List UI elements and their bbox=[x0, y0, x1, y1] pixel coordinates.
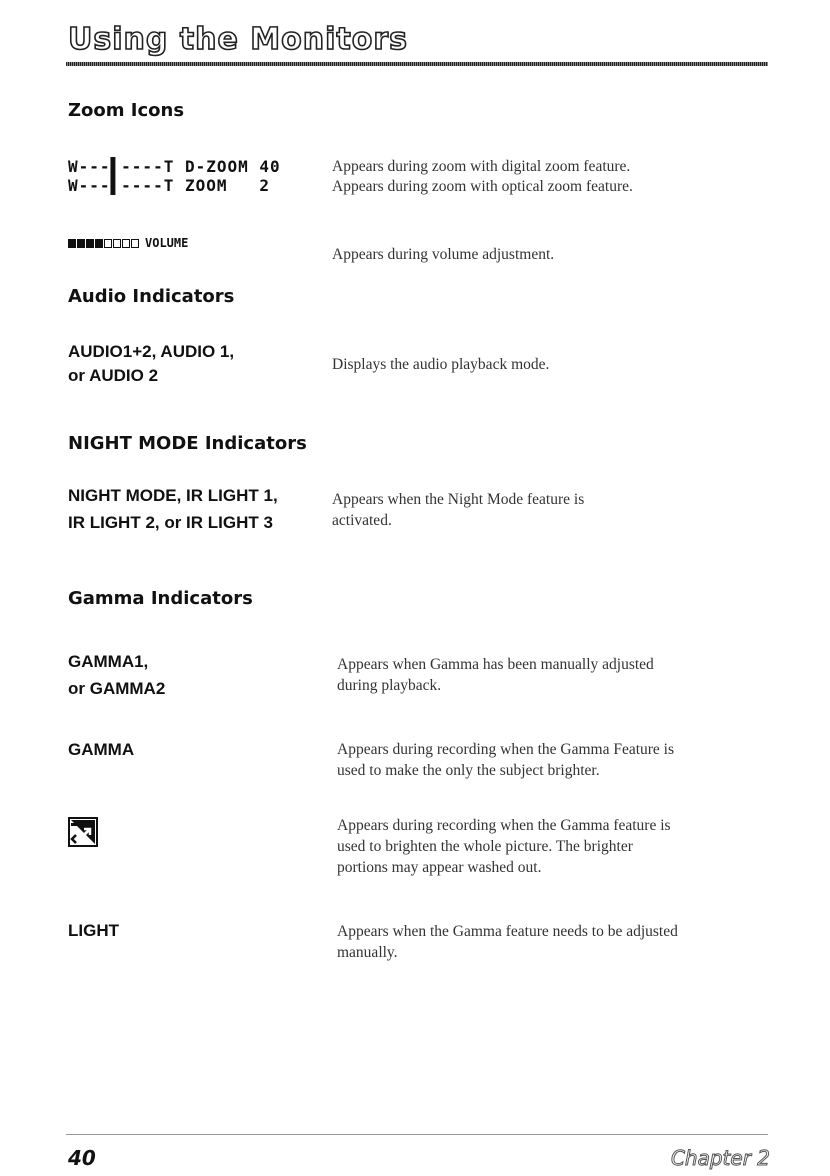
section-heading-audio: Audio Indicators bbox=[68, 286, 235, 307]
volume-bar-segment bbox=[131, 239, 139, 248]
optical-zoom-indicator: W---▌----T ZOOM 2 bbox=[68, 176, 271, 195]
volume-bar-segment bbox=[77, 239, 85, 248]
digital-zoom-indicator: W---▌----T D-ZOOM 40 bbox=[68, 157, 281, 176]
title-rule bbox=[66, 62, 768, 66]
digital-zoom-description: Appears during zoom with digital zoom feature. bbox=[332, 158, 631, 175]
volume-bar-segment bbox=[113, 239, 121, 248]
light-description-line2: manually. bbox=[337, 944, 398, 961]
section-heading-zoom: Zoom Icons bbox=[68, 100, 185, 121]
gamma-term: GAMMA bbox=[68, 740, 135, 759]
gamma1-description-line2: during playback. bbox=[337, 677, 442, 694]
light-term: LIGHT bbox=[68, 921, 119, 940]
volume-level-bars bbox=[68, 239, 139, 248]
audio-term-line1: AUDIO1+2, AUDIO 1, bbox=[68, 342, 235, 361]
page-title: Using the Monitors bbox=[68, 22, 408, 57]
gamma-description-line2: used to make the only the subject brighter. bbox=[337, 762, 600, 779]
volume-label: VOLUME bbox=[145, 236, 189, 250]
page-number: 40 bbox=[68, 1146, 96, 1170]
audio-description: Displays the audio playback mode. bbox=[332, 356, 550, 373]
gamma-description-line1: Appears during recording when the Gamma Feature is bbox=[337, 741, 675, 758]
optical-zoom-description: Appears during zoom with optical zoom feature. bbox=[332, 178, 633, 195]
gamma-icon-description-line1: Appears during recording when the Gamma feature is bbox=[337, 817, 671, 834]
backlight-gamma-icon bbox=[68, 817, 98, 847]
volume-bar-segment bbox=[86, 239, 94, 248]
gamma-icon-description-line2: used to brighten the whole picture. The brighter bbox=[337, 838, 633, 855]
volume-indicator bbox=[68, 236, 188, 250]
gamma1-description-line1: Appears when Gamma has been manually adjusted bbox=[337, 656, 654, 673]
volume-bar-segment bbox=[95, 239, 103, 248]
gamma1-term-line2: or GAMMA2 bbox=[68, 679, 166, 698]
volume-description: Appears during volume adjustment. bbox=[332, 246, 555, 263]
night-term-line2: IR LIGHT 2, or IR LIGHT 3 bbox=[68, 513, 273, 532]
volume-bar-segment bbox=[122, 239, 130, 248]
volume-bar-segment bbox=[68, 239, 76, 248]
night-description-line2: activated. bbox=[332, 512, 392, 529]
light-description-line1: Appears when the Gamma feature needs to be adjusted bbox=[337, 923, 678, 940]
gamma1-term-line1: GAMMA1, bbox=[68, 652, 149, 671]
night-description-line1: Appears when the Night Mode feature is bbox=[332, 491, 585, 508]
section-heading-night-mode: NIGHT MODE Indicators bbox=[68, 433, 307, 454]
night-term-line1: NIGHT MODE, IR LIGHT 1, bbox=[68, 486, 278, 505]
gamma-icon-description-line3: portions may appear washed out. bbox=[337, 859, 542, 876]
footer-rule bbox=[66, 1134, 768, 1135]
chapter-label: Chapter 2 bbox=[670, 1146, 770, 1170]
audio-term-line2: or AUDIO 2 bbox=[68, 366, 159, 385]
section-heading-gamma: Gamma Indicators bbox=[68, 588, 253, 609]
volume-bar-segment bbox=[104, 239, 112, 248]
